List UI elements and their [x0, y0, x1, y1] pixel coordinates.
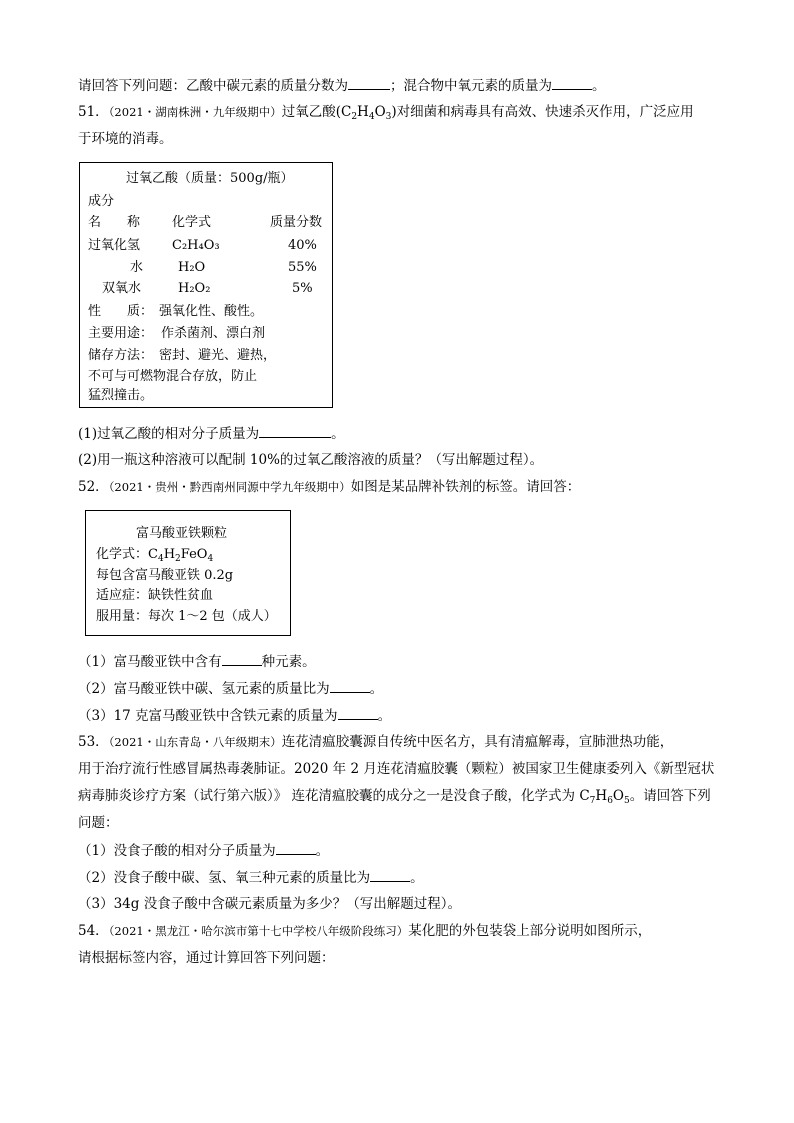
- storage-row: 储存方法： 密封、避光、避热，: [88, 348, 277, 363]
- q53-sub1: （1）没食子酸的相对分子质量为 。: [78, 843, 330, 859]
- q53-sub2: （2）没食子酸中碳、氢、氧三种元素的质量比为 。: [78, 870, 424, 886]
- label-title: 富马酸亚铁颗粒: [136, 526, 228, 541]
- iron-supplement-label: [85, 510, 291, 636]
- header-name: 名 称: [88, 215, 141, 230]
- answer-blank[interactable]: [259, 424, 331, 438]
- row-name: 过氧化氢: [88, 238, 141, 253]
- q54-line2: 请根据标签内容，通过计算回答下列问题：: [78, 950, 335, 966]
- storage-line3: 猛烈撞击。: [88, 388, 154, 403]
- header-formula: 化学式: [172, 215, 212, 230]
- formula-row: 化学式：$C_4H_2FeO_4$: [96, 547, 214, 564]
- indication-row: 适应症：缺铁性贫血: [96, 588, 214, 603]
- answer-blank[interactable]: [338, 706, 378, 720]
- row-formula: H₂O: [178, 260, 206, 275]
- answer-blank[interactable]: [552, 76, 592, 90]
- q52-line1: 52．（2021・贵州・黔西南州同源中学九年级期中）如图是某品牌补铁剂的标签。请回答：: [78, 479, 581, 495]
- peracetic-acid-label: [79, 162, 333, 408]
- header-fraction: 质量分数: [270, 215, 323, 230]
- row-fraction: 5%: [292, 281, 313, 296]
- label-title: 过氧乙酸（质量：500g/瓶）: [126, 171, 294, 186]
- ingredients-heading: 成分: [88, 194, 115, 209]
- q52-sub3: （3）17 克富马酸亚铁中含铁元素的质量为 。: [78, 708, 392, 724]
- q53-sub3: （3）34g 没食子酸中含碳元素质量为多少？（写出解题过程）。: [78, 896, 461, 912]
- per-pack-row: 每包含富马酸亚铁 0.2g: [96, 568, 234, 583]
- top-question-line: 请回答下列问题：乙酸中碳元素的质量分数为 ；混合物中氧元素的质量为 。: [78, 78, 606, 94]
- q51-line2: 于环境的消毒。: [78, 131, 173, 147]
- q54-line1: 54．（2021・黑龙江・哈尔滨市第十七中学校八年级阶段练习）某化肥的外包装袋上部分说明如图所示，: [78, 923, 652, 939]
- q52-sub2: （2）富马酸亚铁中碳、氢元素的质量比为 。: [78, 681, 384, 697]
- storage-line2: 不可与可燃物混合存放，防止: [88, 369, 258, 384]
- row-fraction: 40%: [288, 238, 317, 253]
- answer-blank[interactable]: [348, 76, 390, 90]
- q51-line1: 51．（2021・湖南株洲・九年级期中）过氧乙酸$(C_2H_4O_3)$对细菌和病毒具有高效、快速杀灭作用，广泛应用: [78, 104, 694, 122]
- answer-blank[interactable]: [276, 841, 316, 855]
- q53-line2: 用于治疗流行性感冒属热毒袭肺证。2020 年 2 月连花清瘟胶囊（颗粒）被国家卫生健康委列入《新型冠状: [78, 761, 715, 777]
- answer-blank[interactable]: [370, 868, 410, 882]
- row-name: 水: [130, 260, 144, 275]
- answer-blank[interactable]: [330, 679, 370, 693]
- row-name: 双氧水: [102, 281, 142, 296]
- q53-line3: 病毒肺炎诊疗方案（试行第六版）》 连花清瘟胶囊的成分之一是没食子酸，化学式为 $C_7H_6O_5$。请回答下列: [78, 788, 711, 806]
- row-fraction: 55%: [288, 260, 317, 275]
- q51-sub2: (2)用一瓶这种溶液可以配制 10%的过氧乙酸溶液的质量？（写出解题过程）。: [78, 452, 544, 468]
- use-row: 主要用途： 作杀菌剂、漂白剂: [88, 326, 266, 341]
- q53-line4: 问题：: [78, 815, 119, 831]
- row-formula: H₂O₂: [178, 281, 211, 296]
- dosage-row: 服用量：每次 1～2 包（成人）: [96, 609, 277, 624]
- q52-sub1: （1）富马酸亚铁中含有 种元素。: [78, 654, 316, 670]
- answer-blank[interactable]: [222, 652, 262, 666]
- row-formula: C₂H₄O₃: [172, 238, 220, 253]
- q51-sub1: (1)过氧乙酸的相对分子质量为 。: [78, 426, 345, 442]
- property-row: 性 质： 强氧化性、酸性。: [88, 304, 264, 319]
- q53-line1: 53．（2021・山东青岛・八年级期末）连花清瘟胶囊源自传统中医名方，具有清瘟解毒，宣肺泄热功能，: [78, 734, 674, 750]
